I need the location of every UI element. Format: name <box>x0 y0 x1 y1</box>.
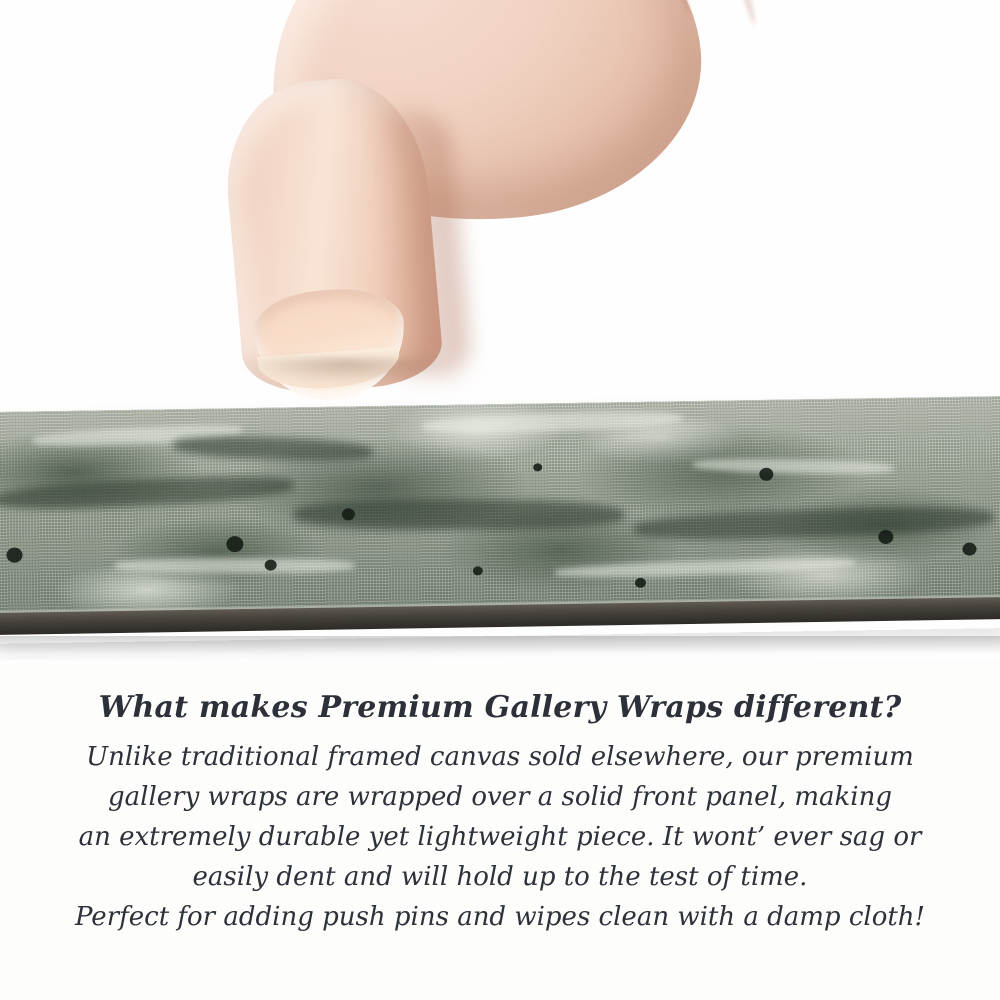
knuckle-crease <box>635 0 695 17</box>
canvas-speck <box>226 536 243 552</box>
knuckle-crease <box>715 0 759 26</box>
paint-streak-light <box>422 409 682 436</box>
canvas-artwork-surface <box>0 396 1000 617</box>
canvas-speck <box>759 468 773 481</box>
caption-block <box>0 690 1000 937</box>
caption-line: Perfect for adding push pins and wipes clean with a damp cloth! <box>74 902 925 932</box>
paint-streak-light <box>115 558 355 573</box>
canvas-speck <box>635 578 646 588</box>
canvas-speck <box>6 548 22 563</box>
caption-line: easily dent and will hold up to the test of time. <box>192 862 808 892</box>
hand-illustration <box>120 0 680 430</box>
canvas-speck <box>878 530 893 544</box>
finger-contact-shadow <box>240 358 450 384</box>
canvas-drop-shadow <box>0 636 1000 654</box>
paint-streak-dark <box>173 434 374 463</box>
canvas-speck <box>533 463 542 471</box>
caption-line: gallery wraps are wrapped over a solid front panel, making <box>108 782 892 812</box>
caption-line: an extremely durable yet lightweight piece. It wont’ ever sag or <box>78 822 922 852</box>
caption-line: Unlike traditional framed canvas sold elsewhere, our premium <box>86 742 914 772</box>
canvas-speck <box>473 566 483 575</box>
paint-streak-dark <box>0 472 294 513</box>
paint-streak-light <box>693 457 893 475</box>
paint-streak-light <box>555 556 855 580</box>
caption-heading: What makes Premium Gallery Wraps different? <box>98 690 902 725</box>
paint-streak-dark <box>634 503 995 543</box>
gallery-wrap-canvas <box>0 396 1000 644</box>
canvas-speck <box>962 543 976 556</box>
